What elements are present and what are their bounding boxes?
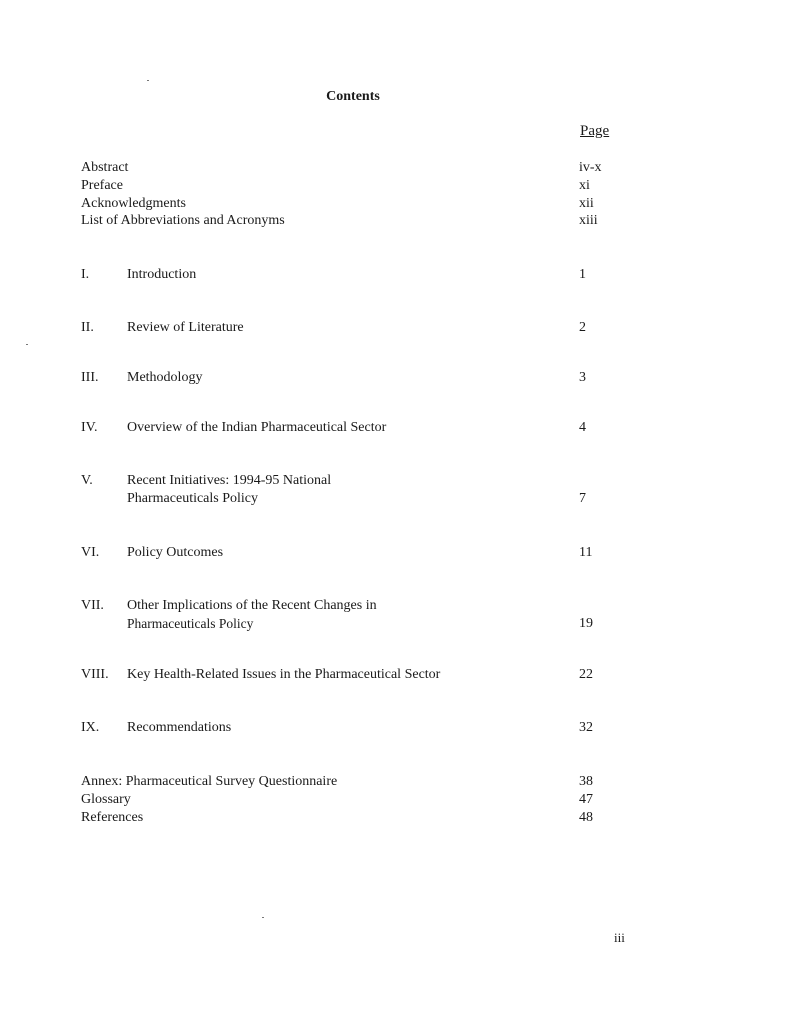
chapter-page: 4	[579, 420, 586, 435]
toc-entry-references: References	[81, 810, 144, 825]
chapter-numeral: IV.	[81, 420, 98, 435]
toc-entry-glossary: Glossary	[81, 792, 131, 807]
chapter-title: Policy Outcomes	[127, 545, 224, 560]
chapter-page: 7	[579, 491, 586, 506]
toc-page-glossary: 47	[579, 792, 593, 807]
chapter-title: Methodology	[127, 370, 203, 385]
toc-entry-abbreviations: List of Abbreviations and Acronyms	[81, 213, 285, 228]
chapter-numeral: III.	[81, 370, 99, 385]
chapter-numeral: VI.	[81, 545, 100, 560]
chapter-title: Other Implications of the Recent Changes in	[127, 598, 377, 613]
chapter-title-continued: Pharmaceuticals Policy	[127, 491, 259, 506]
toc-page-annex: 38	[579, 774, 593, 789]
toc-page-acknowledgments: xii	[579, 196, 594, 211]
chapter-title-continued: Pharmaceuticals Policy	[127, 616, 254, 631]
page-title: Contents	[326, 89, 380, 104]
toc-entry-annex: Annex: Pharmaceutical Survey Questionnaire	[81, 774, 338, 789]
toc-page-preface: xi	[579, 178, 590, 193]
chapter-title: Review of Literature	[127, 320, 244, 335]
chapter-title: Recent Initiatives: 1994-95 National	[127, 473, 332, 488]
chapter-page: 19	[579, 616, 593, 631]
chapter-page: 32	[579, 720, 593, 735]
scan-speck	[147, 80, 149, 81]
chapter-numeral: II.	[81, 320, 94, 335]
chapter-numeral: VII.	[81, 598, 104, 613]
chapter-numeral: V.	[81, 473, 93, 488]
page-column-header: Page	[580, 123, 610, 139]
scan-speck	[262, 917, 264, 918]
toc-page-abstract: iv-x	[579, 160, 602, 175]
toc-entry-acknowledgments: Acknowledgments	[81, 196, 186, 211]
chapter-title: Introduction	[127, 267, 197, 282]
toc-entry-preface: Preface	[81, 178, 123, 193]
chapter-page: 22	[579, 667, 593, 682]
chapter-page: 1	[579, 267, 586, 282]
chapter-numeral: VIII.	[81, 667, 109, 682]
chapter-numeral: I.	[81, 267, 90, 282]
chapter-title: Recommendations	[127, 720, 232, 735]
chapter-numeral: IX.	[81, 720, 100, 735]
chapter-title: Overview of the Indian Pharmaceutical Sector	[127, 420, 387, 435]
chapter-page: 2	[579, 320, 586, 335]
chapter-title: Key Health-Related Issues in the Pharmaceutical Sector	[127, 667, 441, 682]
page-number: iii	[614, 930, 625, 945]
toc-page-references: 48	[579, 810, 593, 825]
toc-page-abbreviations: xiii	[579, 213, 598, 228]
chapter-page: 3	[579, 370, 586, 385]
toc-entry-abstract: Abstract	[81, 160, 129, 175]
scan-speck	[26, 344, 28, 345]
chapter-page: 11	[579, 545, 593, 560]
